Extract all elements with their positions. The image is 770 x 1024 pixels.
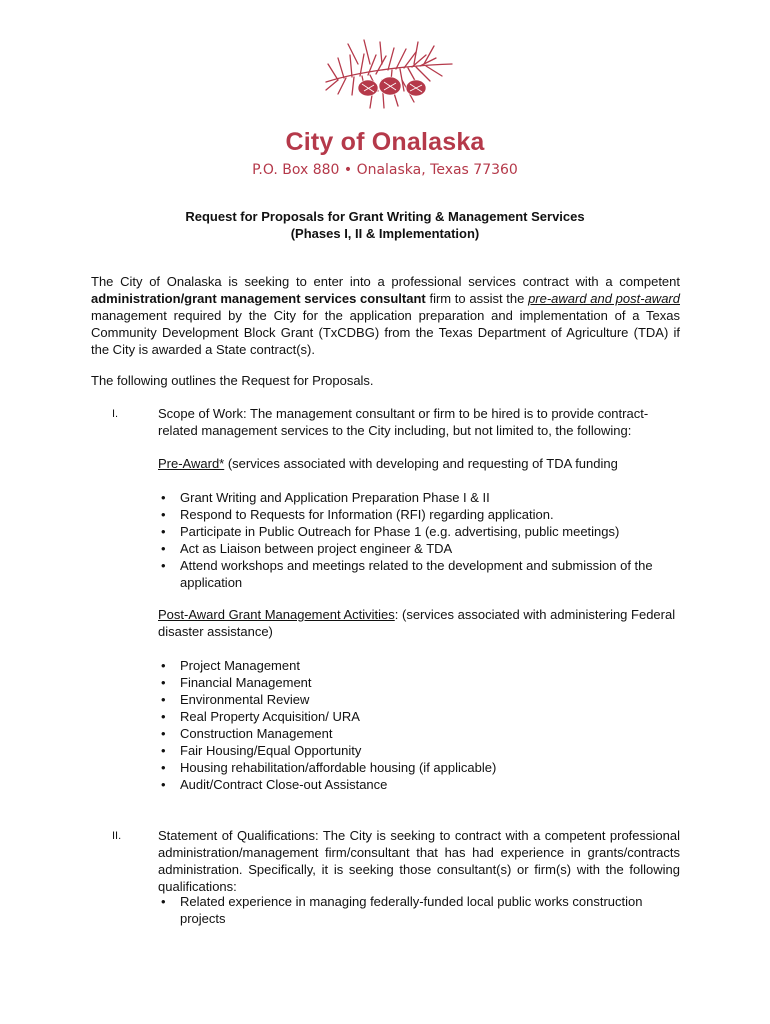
outline-text: The following outlines the Request for Proposals. (91, 373, 374, 388)
intro-text-1: The City of Onalaska is seeking to enter into a professional services contract with a competent (91, 274, 680, 289)
bullet-icon: • (161, 743, 166, 758)
list-item-text: Construction Management (180, 726, 333, 741)
list-item (158, 489, 680, 506)
list-item (158, 893, 680, 927)
list-item-text: Financial Management (180, 675, 312, 690)
list-item (158, 657, 680, 674)
bullet-icon: • (161, 709, 166, 724)
list-item (158, 540, 680, 557)
intro-text-3: management required by the City for the application preparation and implementation of a Texas Community Development Block Grant (TxCDBG) from the Texas Department of Agriculture (TDA) if the City is awarded a State contract(s). (91, 308, 680, 357)
list-item-text: Act as Liaison between project engineer & TDA (180, 541, 453, 556)
bullet-icon: • (161, 894, 166, 909)
list-item (158, 674, 680, 691)
document-title (0, 208, 770, 242)
pre-award-heading (158, 455, 680, 472)
pre-award-list (158, 489, 680, 591)
pre-award-description: (services associated with developing and requesting of TDA funding (224, 456, 618, 471)
intro-paragraph (91, 273, 680, 358)
bullet-icon: • (161, 692, 166, 707)
list-item-text: Participate in Public Outreach for Phase 1 (e.g. advertising, public meetings) (180, 524, 620, 539)
title-line-2: (Phases I, II & Implementation) (290, 226, 480, 241)
list-item (158, 708, 680, 725)
list-item (158, 691, 680, 708)
list-item-text: Related experience in managing federally-funded local public works construction projects (180, 894, 643, 926)
list-item-text: Respond to Requests for Information (RFI) regarding application. (180, 507, 554, 522)
bullet-icon: • (161, 541, 166, 556)
list-item (158, 759, 680, 776)
list-item-text: Housing rehabilitation/affordable housing (if applicable) (180, 760, 497, 775)
list-item (158, 506, 680, 523)
bullet-icon: • (161, 490, 166, 505)
bullet-icon: • (161, 760, 166, 775)
bullet-icon: • (161, 524, 166, 539)
bullet-icon: • (161, 675, 166, 690)
bullet-icon: • (161, 777, 166, 792)
bullet-icon: • (161, 726, 166, 741)
bullet-icon: • (161, 558, 166, 573)
list-item-text: Grant Writing and Application Preparation Phase I & II (180, 490, 490, 505)
list-item-text: Attend workshops and meetings related to the development and submission of the application (180, 558, 653, 590)
qualifications-list (158, 893, 680, 927)
intro-text-2: firm to assist the (425, 291, 529, 306)
post-award-list (158, 657, 680, 793)
bullet-icon: • (161, 658, 166, 673)
section-1-numeral: I. (112, 408, 119, 420)
list-item-text: Audit/Contract Close-out Assistance (180, 777, 388, 792)
pine-branch-logo (318, 36, 458, 116)
post-award-heading (158, 606, 680, 640)
section-2-numeral: II. (112, 830, 122, 842)
post-award-label: Post-Award Grant Management Activities (158, 607, 395, 622)
post-award-description: : (services associated with administering Federal disaster assistance) (158, 607, 676, 639)
statement-of-qualifications: Statement of Qualifications: The City is seeking to contract with a competent professional administration/management firm/consultant that has had experience in grants/contracts administration. Specifically, it is seeking those consultant(s) or firm(s) with the following qualifications: (158, 828, 680, 894)
city-address: P.O. Box 880 • Onalaska, Texas 77360 (252, 162, 518, 178)
list-item (158, 725, 680, 742)
list-item-text: Fair Housing/Equal Opportunity (180, 743, 362, 758)
list-item (158, 776, 680, 793)
list-item-text: Project Management (180, 658, 300, 673)
list-item-text: Real Property Acquisition/ URA (180, 709, 360, 724)
pre-award-label: Pre-Award* (158, 456, 225, 471)
scope-of-work: Scope of Work: The management consultant or firm to be hired is to provide contract-related management services to the City including, but not limited to, the following: (158, 406, 649, 438)
intro-emphasis-text: pre-award and post-award (528, 291, 680, 306)
title-line-1: Request for Proposals for Grant Writing & Management Services (185, 209, 585, 224)
list-item (158, 742, 680, 759)
list-item (158, 523, 680, 540)
bullet-icon: • (161, 507, 166, 522)
intro-bold-text: administration/grant management services consultant (91, 291, 426, 306)
list-item-text: Environmental Review (180, 692, 310, 707)
list-item (158, 557, 680, 591)
city-name: City of Onalaska (285, 128, 485, 156)
